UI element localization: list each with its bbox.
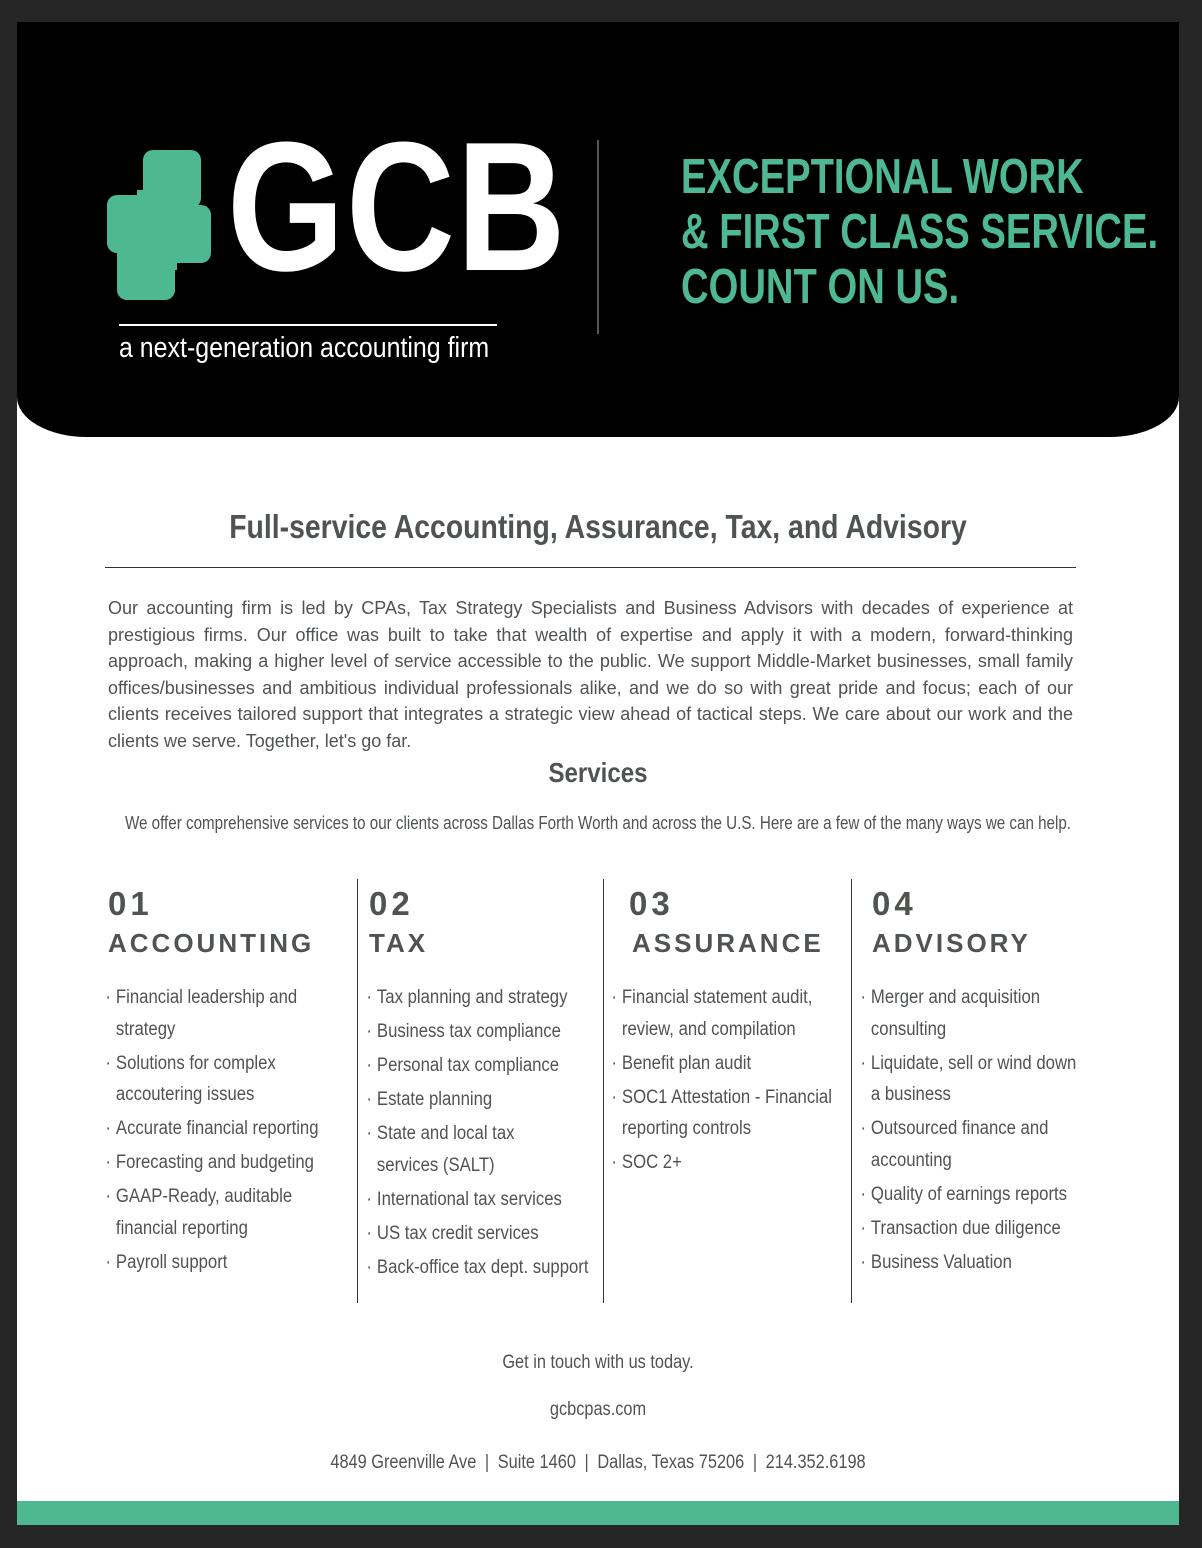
suite: Suite 1460 (497, 1452, 576, 1473)
list-item: · Business tax compliance (369, 1016, 606, 1048)
list-item: · Accurate financial reporting (108, 1113, 345, 1145)
service-name: ASSURANCE (632, 928, 824, 958)
service-list (614, 982, 854, 1179)
list-item: · Payroll support (108, 1247, 345, 1279)
slogan (681, 150, 1158, 315)
list-item: · Liquidate, sell or wind down a business (863, 1048, 1078, 1111)
list-item: · SOC1 Attestation - Financial reporting controls (614, 1082, 833, 1145)
list-item: · Business Valuation (863, 1247, 1100, 1279)
list-item: · Outsourced finance and accounting (863, 1113, 1051, 1176)
slogan-line-1: EXCEPTIONAL WORK (681, 150, 1084, 204)
list-item: · Benefit plan audit (614, 1048, 851, 1080)
list-item: · Merger and acquisition consulting (863, 982, 1051, 1045)
list-item: · SOC 2+ (614, 1147, 851, 1179)
service-list (108, 982, 348, 1278)
list-item: · Solutions for complex accoutering issues (108, 1048, 296, 1111)
list-item: · Quality of earnings reports (863, 1179, 1100, 1211)
header-divider (597, 140, 599, 334)
services-subtitle: We offer comprehensive services to our clients across Dallas Forth Worth and across the U.S. Here are a few of the many ways we can help. (124, 812, 1072, 833)
slogan-line-3: COUNT ON US. (681, 260, 960, 314)
separator: | (752, 1452, 758, 1473)
brand-tagline: a next-generation accounting firm (119, 332, 490, 364)
list-item: · GAAP-Ready, auditable financial reporting (108, 1181, 345, 1244)
list-item: · US tax credit services (369, 1218, 606, 1250)
service-name: ACCOUNTING (108, 928, 315, 958)
page-title: Full-service Accounting, Assurance, Tax, and Advisory (229, 508, 967, 545)
service-column-assurance (614, 884, 854, 1181)
slogan-line-2: & FIRST CLASS SERVICE. (681, 205, 1159, 259)
service-name: ADVISORY (872, 928, 1031, 958)
list-item: · Tax planning and strategy (369, 982, 606, 1014)
services-heading: Services (548, 757, 648, 788)
contact-cta: Get in touch with us today. (502, 1352, 694, 1373)
street-address: 4849 Greenville Ave (330, 1452, 477, 1473)
service-number: 02 (369, 885, 414, 922)
service-list (369, 982, 609, 1283)
service-column-advisory (863, 884, 1103, 1281)
intro-paragraph: Our accounting firm is led by CPAs, Tax Strategy Specialists and Business Advisors with decades of experience at prestigious firms. Our office was built to take that wealth of expertise and apply it with a modern, forward-thinking approach, making a higher level of service accessible to the public. We support Middle-Market businesses, small family offices/businesses and ambitious individual professionals alike, and we do so with great pride and focus; each of our clients receives tailored support that integrates a strategic view ahead of tactical steps. We care about our work and the clients we serve. Together, let's go far. (108, 598, 1073, 751)
service-list (863, 982, 1103, 1278)
service-number: 03 (629, 885, 674, 922)
separator: | (484, 1452, 490, 1473)
list-item: · Estate planning (369, 1084, 606, 1116)
brand-name: GCB (227, 103, 568, 309)
title-divider (105, 567, 1076, 568)
flyer-page (17, 22, 1179, 1525)
list-item: · Financial leadership and strategy (108, 982, 345, 1045)
phone-number: 214.352.6198 (765, 1452, 866, 1473)
list-item: · Financial statement audit, review, and compilation (614, 982, 820, 1045)
address-bar (98, 1452, 1097, 1474)
footer-accent-band (17, 1501, 1179, 1525)
list-item: · Forecasting and budgeting (108, 1147, 345, 1179)
column-divider (357, 879, 358, 1303)
service-column-tax (369, 884, 609, 1286)
service-number: 04 (872, 885, 917, 922)
list-item: · Personal tax compliance (369, 1050, 606, 1082)
service-column-accounting (108, 884, 348, 1281)
separator: | (584, 1452, 589, 1473)
list-item: · State and local tax services (SALT) (369, 1118, 579, 1181)
list-item: · International tax services (369, 1184, 606, 1216)
logo-underline (119, 324, 497, 326)
service-number: 01 (108, 885, 153, 922)
list-item: · Transaction due diligence (863, 1213, 1100, 1245)
website-link[interactable]: gcbcpas.com (549, 1399, 647, 1420)
service-name: TAX (369, 928, 429, 958)
header-banner (17, 22, 1179, 437)
list-item: · Back-office tax dept. support (369, 1252, 606, 1284)
city-state-zip: Dallas, Texas 75206 (597, 1452, 745, 1473)
green-cross-blocks-icon (107, 150, 215, 307)
